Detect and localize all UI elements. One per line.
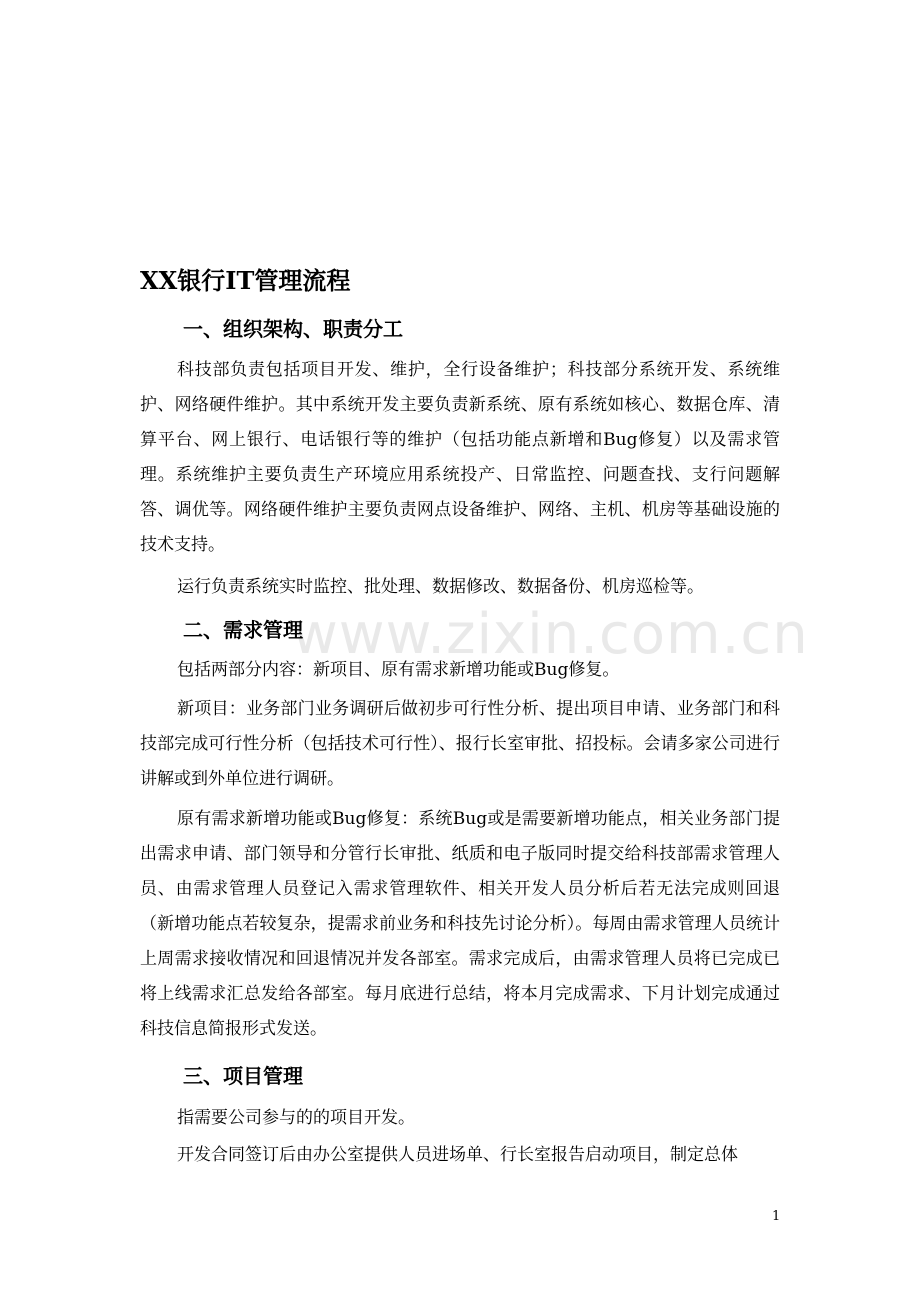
page-number: 1 (772, 1209, 781, 1224)
section-heading-requirements: 二、需求管理 (183, 618, 303, 642)
section-heading-org: 一、组织架构、职责分工 (183, 317, 403, 341)
document-title: XX银行IT管理流程 (140, 266, 351, 295)
paragraph: 开发合同签订后由办公室提供人员进场单、行长室报告启动项目，制定总体 (177, 1145, 738, 1165)
watermark: www.zixin.com.cn (292, 602, 809, 667)
paragraph: 运行负责系统实时监控、批处理、数据修改、数据备份、机房巡检等。 (177, 577, 704, 597)
paragraph: 指需要公司参与的的项目开发。 (177, 1108, 415, 1128)
section-heading-projects: 三、项目管理 (183, 1064, 303, 1088)
paragraph: 新项目：业务部门业务调研后做初步可行性分析、提出项目申请、业务部门和科技部完成可行性分析（包括技术可行性）、报行长室审批、招投标。会请多家公司进行讲解或到外单位进行调研。 (140, 699, 780, 789)
paragraph: 包括两部分内容：新项目、原有需求新增功能或Bug修复。 (177, 660, 620, 680)
paragraph: 原有需求新增功能或Bug修复：系统Bug或是需要新增功能点，相关业务部门提出需求申请、部门领导和分管行长审批、纸质和电子版同时提交给科技部需求管理人员、由需求管理人员登记入需求管理软件、相关开发人员分析后若无法完成则回退（新增功能点若较复杂，提需求前业务和科技先讨论分析）。每周由需求管理人员统计上周需求接收情况和回退情况并发各部室。需求完成后，由需求管理人员将已完成已将上线需求汇总发给各部室。每月底进行总结，将本月完成需求、下月计划完成通过科技信息简报形式发送。 (140, 809, 780, 1039)
paragraph: 科技部负责包括项目开发、维护，全行设备维护；科技部分系统开发、系统维护、网络硬件维护。其中系统开发主要负责新系统、原有系统如核心、数据仓库、清算平台、网上银行、电话银行等的维护（包括功能点新增和Bug修复）以及需求管理。系统维护主要负责生产环境应用系统投产、日常监控、问题查找、支行问题解答、调优等。网络硬件维护主要负责网点设备维护、网络、主机、机房等基础设施的技术支持。 (140, 360, 780, 555)
